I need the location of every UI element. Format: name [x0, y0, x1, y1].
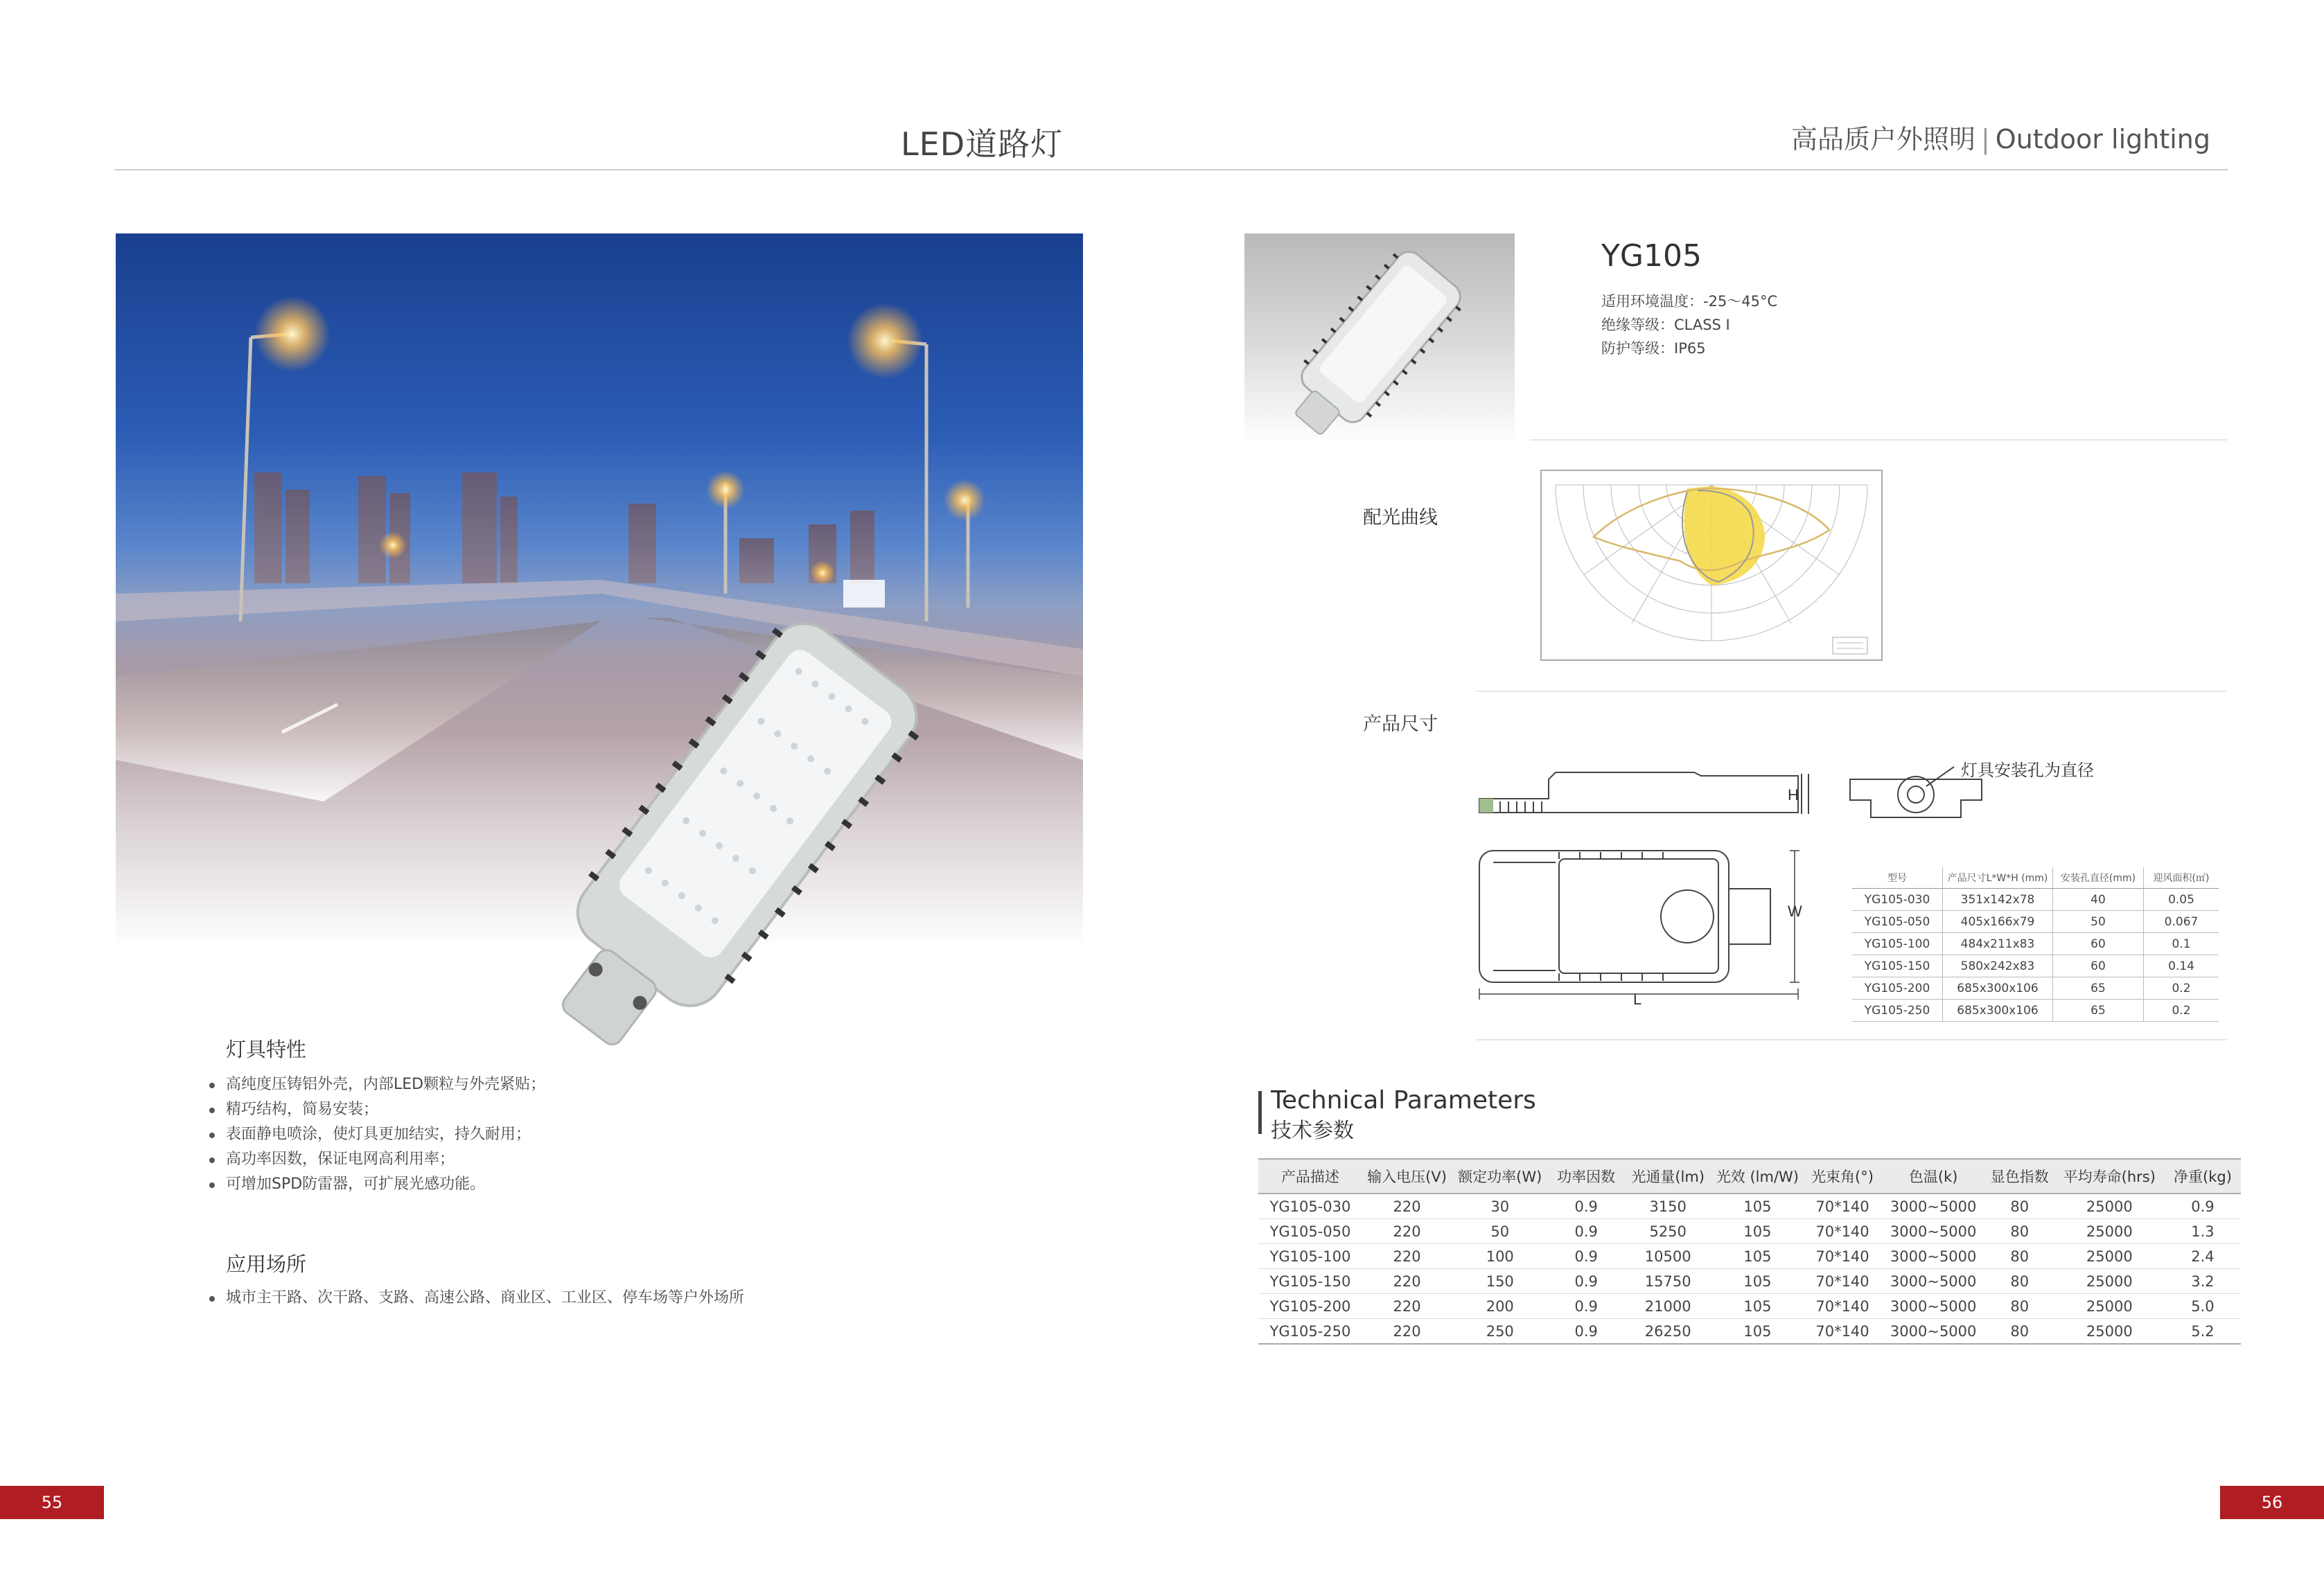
cell: 10500 [1624, 1244, 1711, 1269]
cell: 70*140 [1804, 1269, 1882, 1294]
list-item: 高纯度压铸铝外壳，内部LED颗粒与外壳紧贴； [209, 1072, 545, 1097]
cell: 50 [1452, 1219, 1548, 1244]
cell: 0.9 [1548, 1294, 1624, 1319]
col-hole: 安装孔直径(mm) [2053, 867, 2144, 889]
cell: 60 [2053, 933, 2144, 955]
cell: 80 [1985, 1269, 2054, 1294]
mounting-hole-note: 灯具安装孔为直径 [1961, 761, 2094, 780]
dimensions-label: 产品尺寸 [1363, 713, 1438, 735]
dim-h-label: H [1788, 786, 1799, 804]
cell: 25000 [2054, 1219, 2165, 1244]
col-efficacy: 光效 (lm/W) [1711, 1159, 1803, 1194]
page-title: LED道路灯 [901, 125, 1064, 163]
cell: 105 [1711, 1319, 1803, 1345]
cell: 351x142x78 [1943, 889, 2053, 911]
cell: 80 [1985, 1194, 2054, 1219]
cell: 220 [1362, 1269, 1452, 1294]
cell: 685x300x106 [1943, 977, 2053, 1000]
cell: 220 [1362, 1294, 1452, 1319]
cell: YG105-030 [1852, 889, 1943, 911]
product-model: YG105 [1601, 238, 1702, 274]
col-weight: 净重(kg) [2165, 1159, 2241, 1194]
cell: 80 [1985, 1319, 2054, 1345]
cell: 0.9 [1548, 1244, 1624, 1269]
cell: 25000 [2054, 1319, 2165, 1345]
cell: YG105-030 [1258, 1194, 1362, 1219]
section-divider [1476, 1039, 2227, 1040]
col-size: 产品尺寸L*W*H (mm) [1943, 867, 2053, 889]
table-row [1852, 1000, 2219, 1022]
list-item: 高功率因数，保证电网高利用率； [209, 1147, 545, 1172]
list-item: 城市主干路、次干路、支路、高速公路、商业区、工业区、停车场等户外场所 [209, 1286, 744, 1311]
dimension-table [1852, 867, 2219, 1022]
cell: 580x242x83 [1943, 955, 2053, 977]
cell: 26250 [1624, 1319, 1711, 1345]
cell: 70*140 [1804, 1294, 1882, 1319]
cell: 3000~5000 [1882, 1269, 1985, 1294]
cell: 105 [1711, 1194, 1803, 1219]
cell: 3000~5000 [1882, 1244, 1985, 1269]
col-voltage: 输入电压(V) [1362, 1159, 1452, 1194]
cell: 200 [1452, 1294, 1548, 1319]
cell: 5250 [1624, 1219, 1711, 1244]
dim-l-label: L [1633, 991, 1642, 1008]
col-power: 额定功率(W) [1452, 1159, 1548, 1194]
product-specs [1601, 290, 1777, 360]
cell: 0.1 [2144, 933, 2219, 955]
applications-title: 应用场所 [226, 1252, 307, 1276]
cell: 105 [1711, 1244, 1803, 1269]
cell: 220 [1362, 1319, 1452, 1345]
cell: 65 [2053, 977, 2144, 1000]
light-distribution-chart [1540, 470, 1883, 661]
product-thumbnail [1244, 233, 1515, 445]
cell: 250 [1452, 1319, 1548, 1345]
cell: 3150 [1624, 1194, 1711, 1219]
cell: 30 [1452, 1194, 1548, 1219]
subtitle-separator: | [1980, 124, 1990, 154]
cell: 70*140 [1804, 1194, 1882, 1219]
technical-parameters-table [1258, 1158, 2241, 1345]
cell: YG105-200 [1852, 977, 1943, 1000]
table-row [1852, 933, 2219, 955]
cell: 100 [1452, 1244, 1548, 1269]
cell: 70*140 [1804, 1244, 1882, 1269]
col-flux: 光通量(lm) [1624, 1159, 1711, 1194]
col-power-factor: 功率因数 [1548, 1159, 1624, 1194]
applications-list [209, 1286, 744, 1311]
table-header-row [1258, 1159, 2241, 1194]
cell: 1.3 [2165, 1219, 2241, 1244]
cell: 685x300x106 [1943, 1000, 2053, 1022]
city-skyline [254, 472, 874, 583]
table-row [1258, 1244, 2241, 1269]
cell: 15750 [1624, 1269, 1711, 1294]
cell: YG105-200 [1258, 1294, 1362, 1319]
table-row [1258, 1194, 2241, 1219]
cell: YG105-150 [1258, 1269, 1362, 1294]
page-number-right: 56 [2220, 1486, 2324, 1519]
dimension-drawing [1472, 765, 1819, 1008]
col-area: 迎风面积(㎡) [2144, 867, 2219, 889]
subtitle-en: Outdoor lighting [1995, 124, 2210, 154]
cell: 5.0 [2165, 1294, 2241, 1319]
cell: 80 [1985, 1244, 2054, 1269]
cell: 25000 [2054, 1269, 2165, 1294]
spec-protection: 防护等级：IP65 [1601, 340, 1706, 357]
features-title: 灯具特性 [226, 1038, 307, 1061]
dim-w-label: W [1788, 903, 1802, 920]
cell: 3000~5000 [1882, 1219, 1985, 1244]
col-description: 产品描述 [1258, 1159, 1362, 1194]
features-list [209, 1072, 545, 1197]
col-cct: 色温(k) [1882, 1159, 1985, 1194]
tech-table-body [1258, 1194, 2241, 1344]
cell: 0.2 [2144, 977, 2219, 1000]
section-divider [1476, 691, 2227, 692]
table-row [1852, 889, 2219, 911]
cell: YG105-050 [1852, 911, 1943, 933]
cell: 220 [1362, 1219, 1452, 1244]
list-item: 可增加SPD防雷器，可扩展光感功能。 [209, 1172, 545, 1197]
cell: YG105-250 [1258, 1319, 1362, 1345]
cell: 0.9 [1548, 1194, 1624, 1219]
table-row [1258, 1294, 2241, 1319]
cell: 0.05 [2144, 889, 2219, 911]
header-divider [114, 169, 2228, 170]
cell: 3000~5000 [1882, 1319, 1985, 1345]
cell: 21000 [1624, 1294, 1711, 1319]
tech-title-en: Technical Parameters [1271, 1086, 1536, 1115]
list-item: 精巧结构，简易安装； [209, 1097, 545, 1122]
cell: 25000 [2054, 1244, 2165, 1269]
subtitle-cn: 高品质户外照明 [1790, 124, 1975, 154]
cell: 0.067 [2144, 911, 2219, 933]
polar-diagram [1542, 471, 1881, 659]
cell: 0.9 [2165, 1194, 2241, 1219]
cell: 220 [1362, 1194, 1452, 1219]
cell: 0.9 [1548, 1269, 1624, 1294]
cell: 3000~5000 [1882, 1194, 1985, 1219]
cell: 3.2 [2165, 1269, 2241, 1294]
cell: 150 [1452, 1269, 1548, 1294]
cell: 80 [1985, 1294, 2054, 1319]
cell: YG105-100 [1258, 1244, 1362, 1269]
tech-title-cn: 技术参数 [1271, 1119, 1354, 1143]
lamp-thumbnail-image [1244, 233, 1515, 445]
spec-insulation: 绝缘等级：CLASS I [1601, 317, 1730, 333]
cell: 65 [2053, 1000, 2144, 1022]
cell: YG105-150 [1852, 955, 1943, 977]
table-row [1258, 1269, 2241, 1294]
cell: 25000 [2054, 1194, 2165, 1219]
light-curve-label: 配光曲线 [1363, 507, 1438, 529]
cell: 105 [1711, 1219, 1803, 1244]
catalog-subtitle [1791, 118, 2210, 156]
cell: 0.9 [1548, 1319, 1624, 1345]
table-row [1852, 911, 2219, 933]
cell: 25000 [2054, 1294, 2165, 1319]
cell: 3000~5000 [1882, 1294, 1985, 1319]
cell: 70*140 [1804, 1319, 1882, 1345]
table-row [1852, 977, 2219, 1000]
cell: 0.9 [1548, 1219, 1624, 1244]
cell: 484x211x83 [1943, 933, 2053, 955]
cell: 60 [2053, 955, 2144, 977]
cell: YG105-250 [1852, 1000, 1943, 1022]
cell: 105 [1711, 1294, 1803, 1319]
street-lamp-product-image [485, 603, 970, 1101]
cell: 105 [1711, 1269, 1803, 1294]
cell: 220 [1362, 1244, 1452, 1269]
col-model: 型号 [1852, 867, 1943, 889]
table-row [1258, 1219, 2241, 1244]
table-row [1258, 1319, 2241, 1345]
table-header-row [1852, 867, 2219, 889]
col-cri: 显色指数 [1985, 1159, 2054, 1194]
page-number-left: 55 [0, 1486, 104, 1519]
cell: 2.4 [2165, 1244, 2241, 1269]
cell: 70*140 [1804, 1219, 1882, 1244]
cell: YG105-100 [1852, 933, 1943, 955]
cell: 80 [1985, 1219, 2054, 1244]
cell: 0.14 [2144, 955, 2219, 977]
table-row [1852, 955, 2219, 977]
col-lifespan: 平均寿命(hrs) [2054, 1159, 2165, 1194]
cell: 40 [2053, 889, 2144, 911]
tech-title-bar [1258, 1091, 1262, 1134]
col-beam-angle: 光束角(°) [1804, 1159, 1882, 1194]
cell: 5.2 [2165, 1319, 2241, 1345]
section-divider [1530, 439, 2227, 441]
cell: 405x166x79 [1943, 911, 2053, 933]
spec-temperature: 适用环境温度：-25～45°C [1601, 293, 1778, 310]
cell: 50 [2053, 911, 2144, 933]
cell: 0.2 [2144, 1000, 2219, 1022]
list-item: 表面静电喷涂，使灯具更加结实，持久耐用； [209, 1122, 545, 1147]
cell: YG105-050 [1258, 1219, 1362, 1244]
